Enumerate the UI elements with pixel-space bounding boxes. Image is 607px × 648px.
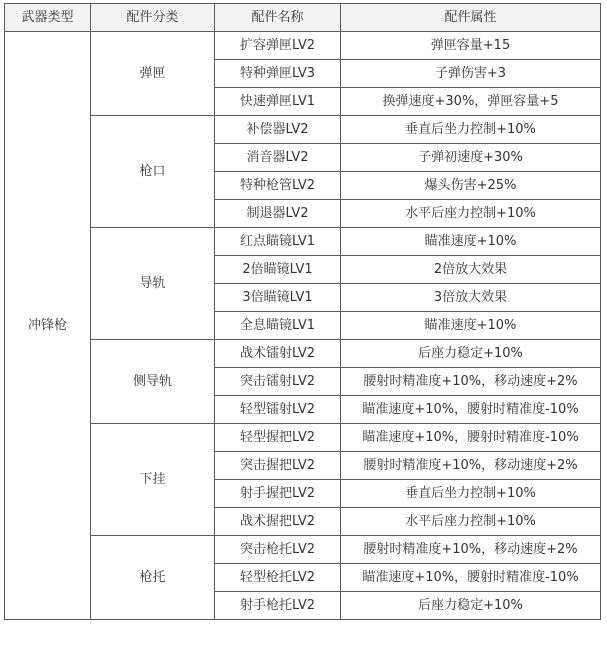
attachment-attribute-cell: 3倍放大效果	[341, 284, 601, 312]
attachment-name-cell: 消音器LV2	[215, 144, 341, 172]
attachment-name-cell: 2倍瞄镜LV1	[215, 256, 341, 284]
attachment-name-cell: 制退器LV2	[215, 200, 341, 228]
attachment-name-cell: 突击镭射LV2	[215, 368, 341, 396]
attachment-attribute-cell: 腰射时精准度+10%，移动速度+2%	[341, 452, 601, 480]
attachment-name-cell: 战术镭射LV2	[215, 340, 341, 368]
header-name: 配件名称	[215, 4, 341, 32]
category-cell: 导轨	[91, 228, 215, 340]
attachment-name-cell: 突击枪托LV2	[215, 536, 341, 564]
table-body	[5, 32, 601, 620]
table-row	[5, 340, 601, 368]
attachment-attribute-cell: 弹匣容量+15	[341, 32, 601, 60]
attachment-table	[4, 3, 601, 620]
attachment-attribute-cell: 爆头伤害+25%	[341, 172, 601, 200]
attachment-attribute-cell: 换弹速度+30%，弹匣容量+5	[341, 88, 601, 116]
attachment-attribute-cell: 子弹初速度+30%	[341, 144, 601, 172]
category-cell: 下挂	[91, 424, 215, 536]
table-row	[5, 32, 601, 60]
attachment-name-cell: 突击握把LV2	[215, 452, 341, 480]
header-attribute: 配件属性	[341, 4, 601, 32]
attachment-name-cell: 3倍瞄镜LV1	[215, 284, 341, 312]
attachment-name-cell: 轻型握把LV2	[215, 424, 341, 452]
attachment-attribute-cell: 垂直后坐力控制+10%	[341, 480, 601, 508]
category-cell: 侧导轨	[91, 340, 215, 424]
table-row	[5, 424, 601, 452]
attachment-name-cell: 特种弹匣LV3	[215, 60, 341, 88]
attachment-attribute-cell: 水平后座力控制+10%	[341, 508, 601, 536]
attachment-name-cell: 轻型枪托LV2	[215, 564, 341, 592]
attachment-name-cell: 射手握把LV2	[215, 480, 341, 508]
attachment-name-cell: 轻型镭射LV2	[215, 396, 341, 424]
attachment-attribute-cell: 水平后座力控制+10%	[341, 200, 601, 228]
attachment-attribute-cell: 瞄准速度+10%，腰射时精准度-10%	[341, 424, 601, 452]
attachment-name-cell: 射手枪托LV2	[215, 592, 341, 620]
attachment-attribute-cell: 瞄准速度+10%，腰射时精准度-10%	[341, 396, 601, 424]
category-cell: 枪托	[91, 536, 215, 620]
header-weapon-type: 武器类型	[5, 4, 91, 32]
attachment-name-cell: 补偿器LV2	[215, 116, 341, 144]
attachment-attribute-cell: 后座力稳定+10%	[341, 340, 601, 368]
attachment-name-cell: 特种枪管LV2	[215, 172, 341, 200]
attachment-attribute-cell: 瞄准速度+10%	[341, 312, 601, 340]
attachment-attribute-cell: 腰射时精准度+10%，移动速度+2%	[341, 368, 601, 396]
table-row	[5, 536, 601, 564]
attachment-name-cell: 快速弹匣LV1	[215, 88, 341, 116]
attachment-attribute-cell: 垂直后坐力控制+10%	[341, 116, 601, 144]
category-cell: 枪口	[91, 116, 215, 228]
header-row	[5, 4, 601, 32]
weapon-type-cell: 冲锋枪	[5, 32, 91, 620]
category-cell: 弹匣	[91, 32, 215, 116]
attachment-attribute-cell: 2倍放大效果	[341, 256, 601, 284]
table-row	[5, 228, 601, 256]
attachment-attribute-cell: 腰射时精准度+10%，移动速度+2%	[341, 536, 601, 564]
attachment-attribute-cell: 瞄准速度+10%，腰射时精准度-10%	[341, 564, 601, 592]
header-category: 配件分类	[91, 4, 215, 32]
attachment-name-cell: 红点瞄镜LV1	[215, 228, 341, 256]
attachment-name-cell: 战术握把LV2	[215, 508, 341, 536]
table-row	[5, 116, 601, 144]
attachment-name-cell: 扩容弹匣LV2	[215, 32, 341, 60]
attachment-name-cell: 全息瞄镜LV1	[215, 312, 341, 340]
attachment-attribute-cell: 瞄准速度+10%	[341, 228, 601, 256]
attachment-attribute-cell: 子弹伤害+3	[341, 60, 601, 88]
attachment-attribute-cell: 后座力稳定+10%	[341, 592, 601, 620]
